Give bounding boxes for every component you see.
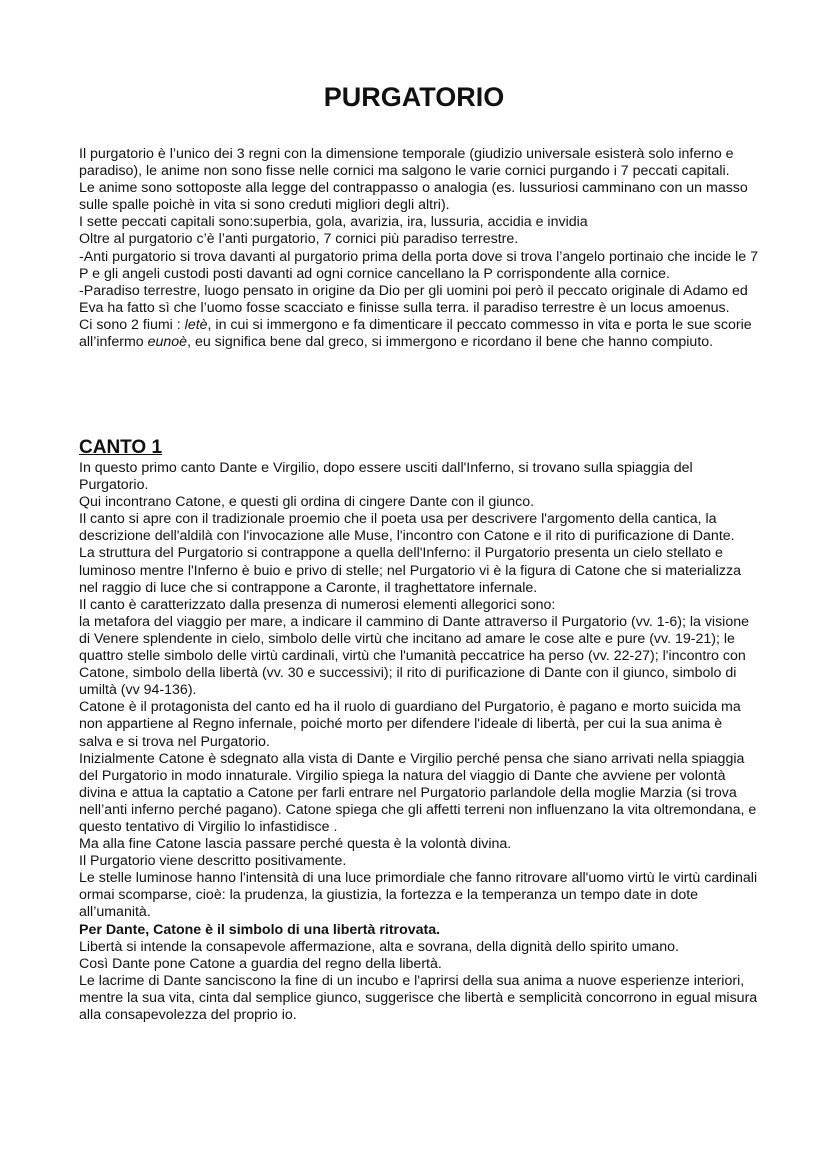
canto-paragraph: Il canto è caratterizzato dalla presenza di numerosi elementi allegorici sono: bbox=[79, 596, 556, 613]
canto-section bbox=[79, 460, 759, 1024]
closing-paragraph: Le lacrime di Dante sanciscono la fine di un incubo e l'aprirsi della sua anima a nuove esperienze interiori, mentre la sua vita, cinta dal semplice giunco, suggerisce che libertà e semplicità concorrono in egual misura alla consapevolezza del proprio io. bbox=[79, 972, 758, 1023]
canto-paragraph: In questo primo canto Dante e Virgilio, dopo essere usciti dall'Inferno, si trovano sulla spiaggia del Purgatorio. bbox=[79, 460, 693, 494]
intro-paragraph: -Anti purgatorio si trova davanti al purgatorio prima della porta dove si trova l’angelo portinaio che incide le 7 P e gli angeli custodi posti davanti ad ogni cornice cancellano la P corrispondente alla cornice. bbox=[79, 248, 759, 282]
canto-paragraph: Il Purgatorio viene descritto positivamente. bbox=[79, 853, 347, 870]
closing-paragraph: Così Dante pone Catone a guardia del regno della libertà. bbox=[79, 955, 442, 972]
canto-paragraph: Catone è il protagonista del canto ed ha il ruolo di guardiano del Purgatorio, è pagano e morto suicida ma non appartiene al Regno infernale, poiché morto per difendere l'ideale di libertà, per cui la sua anima è salva e si trova nel Purgatorio. bbox=[79, 699, 741, 750]
intro-paragraph: -Paradiso terrestre, luogo pensato in origine da Dio per gli uomini poi però il peccato originale di Adamo ed Eva ha fatto sì che l’uomo fosse scacciato e finisse sulla terra. il paradiso terrestre è un locus amoenus. bbox=[79, 282, 748, 316]
intro-paragraph: Le anime sono sottoposte alla legge del contrappasso o analogia (es. lussuriosi camminano con un masso sulle spalle poichè in vita si sono creduti migliori degli altri). bbox=[79, 180, 748, 214]
canto-heading: CANTO 1 bbox=[79, 437, 163, 458]
canto-paragraph: Le stelle luminose hanno l'intensità di una luce primordiale che fanno ritrovare all'uomo virtù le virtù cardinali ormai scomparse, cioè: la prudenza, la giustizia, la fortezza e la temperanza un tempo date in dote all’umanità. bbox=[79, 870, 758, 921]
rivers-prefix: Ci sono 2 fiumi : bbox=[79, 316, 185, 333]
rivers-suffix: , eu significa bene dal greco, si immergono e ricordano il bene che hanno compiuto. bbox=[187, 334, 714, 351]
rivers-paragraph bbox=[79, 317, 759, 351]
page-title: PURGATORIO bbox=[323, 82, 505, 112]
rivers-middle: , in cui si immergono e fa dimenticare il peccato commesso in vita e porta le sue scorie all’infermo bbox=[79, 316, 752, 351]
lete-term: letè bbox=[184, 316, 208, 333]
canto-paragraph: Qui incontrano Catone, e questi gli ordina di cingere Dante con il giunco. bbox=[79, 494, 535, 511]
intro-paragraph: Oltre al purgatorio c’è l’anti purgatorio, 7 cornici più paradiso terrestre. bbox=[79, 231, 519, 248]
canto-paragraph: La struttura del Purgatorio si contrappone a quella dell'Inferno: il Purgatorio presenta un cielo stellato e luminoso mentre l'Inferno è buio e privo di stelle; nel Purgatorio vi è la figura di Catone che si materializza nel raggio di luce che si contrappone a Caronte, il traghettatore infernale. bbox=[79, 545, 741, 596]
closing-paragraph: Libertà si intende la consapevole affermazione, alta e sovrana, della dignità dello spirito umano. bbox=[79, 938, 679, 955]
canto-paragraph: Ma alla fine Catone lascia passare perché questa è la volontà divina. bbox=[79, 836, 512, 853]
eunoe-term: eunoè bbox=[147, 334, 188, 351]
intro-paragraph: Il purgatorio è l’unico dei 3 regni con la dimensione temporale (giudizio universale esisterà solo inferno e paradiso), le anime non sono fisse nelle cornici ma salgono le varie cornici purgando i 7 peccati capitali. bbox=[79, 146, 734, 180]
canto-paragraph: Inizialmente Catone è sdegnato alla vista di Dante e Virgilio perché pensa che siano arrivati nella spiaggia del Purgatorio in modo innaturale. Virgilio spiega la natura del viaggio di Dante che avviene per volontà divina e attua la captatio a Catone per farli entrare nel Purgatorio parlandole della moglie Marzia (si trova nell’anti inferno perché pagano). Catone spiega che gli affetti terreni non influenzano la vita oltremondana, e questo tentativo di Virgilio lo infastidisce . bbox=[79, 750, 757, 835]
bold-statement-text: Per Dante, Catone è il simbolo di una libertà ritrovata. bbox=[79, 921, 441, 938]
intro-section bbox=[79, 146, 759, 351]
bold-statement bbox=[79, 922, 759, 939]
canto-paragraph: la metafora del viaggio per mare, a indicare il cammino di Dante attraverso il Purgatorio (vv. 1-6); la visione di Venere splendente in cielo, simbolo delle virtù che incitano ad amare le cose alte e pure (vv. 19-21); le quattro stelle simbolo delle virtù cardinali, virtù che l'umanità peccatrice ha perso (vv. 22-27); l'incontro con Catone, simbolo della libertà (vv. 30 e successivi); il rito di purificazione di Dante con il giunco, simbolo di umiltà (vv 94-136). bbox=[79, 613, 749, 699]
canto-paragraph: Il canto si apre con il tradizionale proemio che il poeta usa per descrivere l'argomento della cantica, la descrizione dell'aldilà con l'invocazione alle Muse, l'incontro con Catone e il rito di purificazione di Dante. bbox=[79, 511, 735, 545]
intro-paragraph: I sette peccati capitali sono:superbia, gola, avarizia, ira, lussuria, accidia e invidia bbox=[79, 214, 588, 231]
